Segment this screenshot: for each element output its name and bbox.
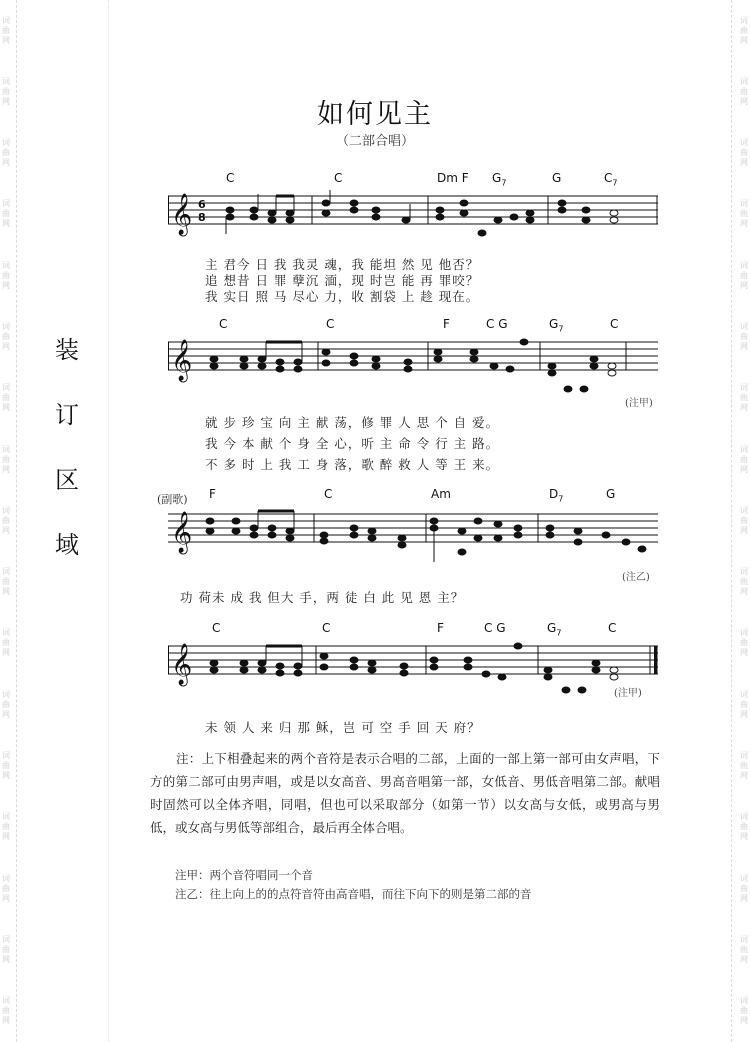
watermark-mark <box>2 445 10 475</box>
watermark-mark <box>2 261 10 291</box>
watermark-char: 词 <box>2 996 10 1006</box>
svg-text:𝄞: 𝄞 <box>171 194 193 235</box>
watermark-char: 曲 <box>2 332 10 342</box>
binding-char: 订 <box>55 401 79 429</box>
watermark-char: 词 <box>740 138 748 148</box>
watermark-char: 词 <box>740 444 748 454</box>
watermark-char: 网 <box>2 525 10 535</box>
music-staff <box>168 334 658 398</box>
watermark-mark <box>740 261 748 291</box>
song-subtitle: （二部合唱） <box>335 134 414 149</box>
watermark-char: 网 <box>2 893 10 903</box>
watermark-char: 网 <box>740 219 748 229</box>
watermark-char: 曲 <box>2 454 10 464</box>
watermark-char: 网 <box>740 158 748 168</box>
watermark-char: 词 <box>740 934 748 944</box>
chord-symbol: C <box>610 317 619 331</box>
watermark-mark <box>2 567 10 597</box>
watermark-mark <box>740 996 748 1026</box>
watermark-char: 词 <box>740 505 748 515</box>
watermark-char: 曲 <box>2 209 10 219</box>
chord-symbol: $G_7$ <box>549 317 564 334</box>
watermark-char: 词 <box>740 199 748 209</box>
chord-symbol: C <box>326 317 335 331</box>
watermark-mark <box>2 935 10 965</box>
watermark-char: 网 <box>2 648 10 658</box>
watermark-char: 网 <box>2 709 10 719</box>
chord-symbol: G <box>552 171 562 185</box>
watermark-mark <box>2 751 10 781</box>
watermark-char: 词 <box>2 15 10 25</box>
watermark-mark <box>740 506 748 536</box>
watermark-char: 网 <box>2 403 10 413</box>
watermark-char: 曲 <box>740 86 748 96</box>
watermark-mark <box>740 567 748 597</box>
watermark-char: 词 <box>2 199 10 209</box>
watermark-char: 曲 <box>2 883 10 893</box>
svg-text:𝄞: 𝄞 <box>171 512 193 553</box>
watermark-char: 曲 <box>2 270 10 280</box>
watermark-char: 曲 <box>740 944 748 954</box>
watermark-char: 词 <box>2 751 10 761</box>
watermark-char: 网 <box>740 709 748 719</box>
chord-symbol: C <box>334 171 343 185</box>
watermark-mark <box>2 199 10 229</box>
watermark-char: 词 <box>2 322 10 332</box>
left-margin-watermark <box>0 0 12 1042</box>
watermark-char: 曲 <box>740 270 748 280</box>
binding-area-label <box>52 330 82 560</box>
chord-symbol: Am <box>431 487 451 501</box>
lyric-line: 我 实日 照 马 尽心 力，收 割袋 上 趁 现在。 <box>205 289 480 304</box>
watermark-char: 曲 <box>740 515 748 525</box>
watermark-char: 网 <box>2 96 10 106</box>
watermark-char: 网 <box>740 403 748 413</box>
watermark-char: 网 <box>740 648 748 658</box>
watermark-char: 曲 <box>2 148 10 158</box>
music-staff <box>168 506 658 570</box>
lyric-line: 我 今 本 献 个 身 全 心，听 主 命 令 行 主 路。 <box>205 436 500 451</box>
performance-notes: 注：上下相叠起来的两个音符是表示合唱的二部，上面的一部上第一部可由女声唱，下方的第二部可由男声唱，或是以女高音、男高音唱第一部，女低音、男低音唱第二部。献唱时固然可以全体齐唱，同唱，但也可以采取部分（如第一节）以女高与女低，或男高与男低，或女高与男低等部组合，最后再全体合唱。 <box>150 751 660 835</box>
lyric-line: 主 君今 日 我 我灵 魂，我 能坦 然 见 他否？ <box>205 257 480 272</box>
watermark-char: 网 <box>2 954 10 964</box>
svg-text:8: 8 <box>198 211 206 224</box>
right-cut-line <box>731 0 732 1042</box>
watermark-char: 曲 <box>2 944 10 954</box>
watermark-char: 曲 <box>740 1006 748 1016</box>
left-cut-line <box>16 0 17 1042</box>
watermark-char: 词 <box>740 689 748 699</box>
note-tag: (注甲) <box>614 688 642 699</box>
watermark-char: 网 <box>740 464 748 474</box>
watermark-char: 网 <box>740 280 748 290</box>
watermark-char: 网 <box>740 342 748 352</box>
watermark-char: 曲 <box>2 822 10 832</box>
watermark-mark <box>2 996 10 1026</box>
watermark-char: 曲 <box>2 1006 10 1016</box>
lyric-line: 功 荷未 成 我 但大 手，两 徒 白 此 见 恩 主？ <box>180 590 465 605</box>
watermark-char: 词 <box>740 322 748 332</box>
watermark-char: 网 <box>2 280 10 290</box>
watermark-char: 曲 <box>740 393 748 403</box>
watermark-mark <box>2 874 10 904</box>
chord-symbol: C <box>219 317 228 331</box>
chord-symbol: C G <box>486 317 508 331</box>
watermark-char: 网 <box>2 587 10 597</box>
watermark-char: 词 <box>2 812 10 822</box>
watermark-char: 词 <box>2 260 10 270</box>
lyric-line: 就 步 珍 宝 向 主 献 荡，修 罪 人 思 个 自 爱。 <box>205 415 500 430</box>
watermark-char: 词 <box>740 751 748 761</box>
watermark-mark <box>740 16 748 46</box>
watermark-char: 网 <box>740 1016 748 1026</box>
watermark-char: 网 <box>740 893 748 903</box>
watermark-char: 词 <box>2 383 10 393</box>
chord-symbol: C <box>324 487 333 501</box>
watermark-mark <box>740 751 748 781</box>
right-margin-watermark <box>738 0 750 1042</box>
watermark-mark <box>740 812 748 842</box>
watermark-char: 曲 <box>740 761 748 771</box>
watermark-char: 网 <box>2 219 10 229</box>
watermark-char: 网 <box>740 954 748 964</box>
watermark-char: 网 <box>740 771 748 781</box>
watermark-char: 词 <box>2 934 10 944</box>
chord-symbol: F <box>443 317 450 331</box>
chord-symbol: Dm F <box>437 171 469 185</box>
chord-symbol: G <box>606 487 616 501</box>
watermark-mark <box>2 690 10 720</box>
watermark-char: 曲 <box>2 638 10 648</box>
watermark-char: 词 <box>2 138 10 148</box>
watermark-mark <box>740 690 748 720</box>
watermark-char: 词 <box>740 996 748 1006</box>
watermark-char: 曲 <box>2 761 10 771</box>
watermark-char: 词 <box>2 76 10 86</box>
watermark-char: 词 <box>740 383 748 393</box>
watermark-char: 曲 <box>740 638 748 648</box>
svg-text:𝄞: 𝄞 <box>171 644 193 685</box>
watermark-mark <box>740 628 748 658</box>
binding-char: 装 <box>55 336 79 364</box>
watermark-char: 网 <box>740 525 748 535</box>
watermark-char: 网 <box>740 35 748 45</box>
lyric-line: 未 领 人 来 归 那 稣，岂 可 空 手 回 天 府？ <box>205 720 481 735</box>
watermark-char: 词 <box>2 873 10 883</box>
lyric-line: 不 多 时 上 我 工 身 落，歌 醉 救 人 等 王 来。 <box>205 457 500 472</box>
watermark-mark <box>740 874 748 904</box>
music-staff <box>168 188 658 252</box>
watermark-char: 曲 <box>740 822 748 832</box>
watermark-mark <box>2 383 10 413</box>
watermark-char: 网 <box>2 35 10 45</box>
footnote-b: 注乙：往上向上的的点符音符由高音唱，而往下向下的则是第二部的音 <box>175 887 532 901</box>
svg-text:𝄞: 𝄞 <box>171 340 193 381</box>
watermark-char: 网 <box>2 158 10 168</box>
watermark-mark <box>740 383 748 413</box>
watermark-mark <box>2 628 10 658</box>
watermark-char: 网 <box>740 96 748 106</box>
watermark-char: 词 <box>2 567 10 577</box>
watermark-char: 曲 <box>740 209 748 219</box>
watermark-mark <box>2 322 10 352</box>
watermark-char: 词 <box>740 76 748 86</box>
watermark-mark <box>740 199 748 229</box>
watermark-char: 曲 <box>2 577 10 587</box>
chord-symbol: C <box>226 171 235 185</box>
watermark-char: 词 <box>740 15 748 25</box>
binding-char: 区 <box>55 466 79 494</box>
watermark-char: 网 <box>2 771 10 781</box>
footnote-a: 注甲：两个音符唱同一个音 <box>175 868 313 882</box>
watermark-mark <box>2 812 10 842</box>
watermark-char: 网 <box>740 832 748 842</box>
watermark-mark <box>2 16 10 46</box>
chord-symbol: $G_7$ <box>492 171 507 188</box>
watermark-char: 曲 <box>2 699 10 709</box>
song-title: 如何见主 <box>317 99 433 130</box>
watermark-char: 曲 <box>2 25 10 35</box>
binding-cut-line <box>108 0 109 1042</box>
chord-symbol: $G_7$ <box>547 621 562 638</box>
watermark-char: 词 <box>740 812 748 822</box>
chord-symbol: C <box>322 621 331 635</box>
watermark-char: 网 <box>2 464 10 474</box>
watermark-char: 词 <box>740 567 748 577</box>
chord-symbol: C <box>608 621 617 635</box>
watermark-mark <box>740 935 748 965</box>
music-staff <box>168 638 658 702</box>
watermark-char: 网 <box>740 587 748 597</box>
watermark-mark <box>740 322 748 352</box>
note-tag: (注乙) <box>622 572 650 583</box>
chord-symbol: F <box>437 621 444 635</box>
watermark-char: 词 <box>2 505 10 515</box>
chord-symbol: $C_7$ <box>604 171 618 188</box>
chord-symbol: F <box>209 487 216 501</box>
watermark-char: 词 <box>2 689 10 699</box>
watermark-char: 词 <box>740 628 748 638</box>
svg-text:6: 6 <box>198 198 206 211</box>
binding-char: 域 <box>55 531 79 559</box>
watermark-char: 词 <box>2 628 10 638</box>
chord-symbol: $D_7$ <box>549 487 564 504</box>
watermark-char: 网 <box>2 1016 10 1026</box>
refrain-label: (副歌) <box>157 493 188 506</box>
watermark-char: 词 <box>740 260 748 270</box>
watermark-char: 词 <box>2 444 10 454</box>
chord-symbol: C G <box>484 621 506 635</box>
watermark-char: 曲 <box>740 454 748 464</box>
watermark-char: 曲 <box>2 515 10 525</box>
watermark-char: 网 <box>2 342 10 352</box>
watermark-char: 曲 <box>2 393 10 403</box>
watermark-char: 曲 <box>740 332 748 342</box>
watermark-char: 曲 <box>740 25 748 35</box>
watermark-char: 曲 <box>740 699 748 709</box>
watermark-mark <box>2 506 10 536</box>
watermark-char: 曲 <box>740 577 748 587</box>
watermark-char: 网 <box>2 832 10 842</box>
watermark-mark <box>740 445 748 475</box>
watermark-char: 词 <box>740 873 748 883</box>
note-tag: (注甲) <box>625 398 653 409</box>
lyric-line: 追 想昔 日 罪 孽沉 湎，现 时岂 能 再 罪咬？ <box>205 273 480 288</box>
watermark-char: 曲 <box>740 148 748 158</box>
watermark-char: 曲 <box>740 883 748 893</box>
watermark-char: 曲 <box>2 86 10 96</box>
chord-symbol: C <box>212 621 221 635</box>
